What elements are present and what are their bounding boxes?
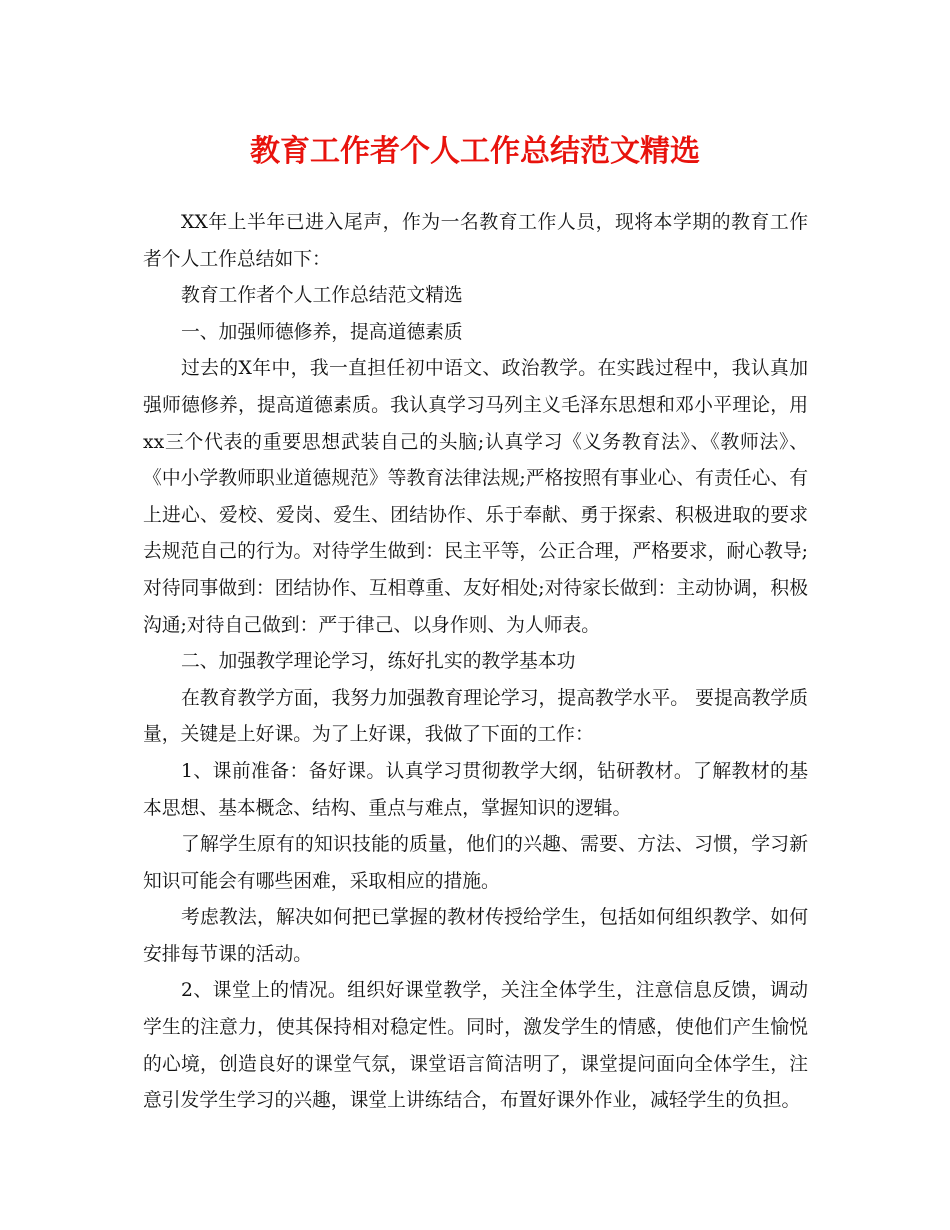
- list-item-1-paragraph: 1、课前准备：备好课。认真学习贯彻教学大纲，钻研教材。了解教材的基本思想、基本概念、结构、重点与难点，掌握知识的逻辑。: [143, 760, 808, 819]
- subtitle-paragraph: 教育工作者个人工作总结范文精选: [181, 285, 463, 307]
- intro-paragraph: XX年上半年已进入尾声，作为一名教育工作人员，现将本学期的教育工作者个人工作总结如下：: [143, 212, 808, 270]
- section-1-paragraph: 过去的X年中，我一直担任初中语文、政治教学。在实践过程中，我认真加强师德修养，提高道德素质。我认真学习马列主义毛泽东思想和邓小平理论，用xx三个代表的重要思想武装自己的头脑;认真学习《义务教育法》、《教师法》、《中小学教师职业道德规范》等教育法律法规;严格按照有事业心、有责任心、有上进心、爱校、爱岗、爱生、团结协作、乐于奉献、勇于探索、积极进取的要求去规范自己的行为。对待学生做到：民主平等，公正合理，严格要求，耐心教导;对待同事做到：团结协作、互相尊重、友好相处;对待家长做到：主动协调，积极沟通;对待自己做到：严于律己、以身作则、为人师表。: [143, 358, 808, 636]
- students-paragraph: 了解学生原有的知识技能的质量，他们的兴趣、需要、方法、习惯，学习新知识可能会有哪些困难，采取相应的措施。: [143, 834, 808, 892]
- section-heading-1: 一、加强师德修养，提高道德素质: [181, 321, 463, 343]
- list-item-2-paragraph: 2、课堂上的情况。组织好课堂教学，关注全体学生，注意信息反馈，调动学生的注意力，使其保持相对稳定性。同时，激发学生的情感，使他们产生愉悦的心境，创造良好的课堂气氛，课堂语言简洁明了，课堂提问面向全体学生，注意引发学生学习的兴趣，课堂上讲练结合，布置好课外作业，减轻学生的负担。: [143, 980, 808, 1112]
- section-2-paragraph: 在教育教学方面，我努力加强教育理论学习，提高教学水平。 要提高教学质量，关键是上好课。为了上好课，我做了下面的工作：: [143, 687, 808, 746]
- document-body: [143, 205, 808, 1120]
- teaching-method-paragraph: 考虑教法，解决如何把已掌握的教材传授给学生，包括如何组织教学、如何安排每节课的活动。: [143, 907, 808, 965]
- document-title: 教育工作者个人工作总结范文精选: [250, 134, 700, 169]
- section-heading-2: 二、加强教学理论学习，练好扎实的教学基本功: [181, 651, 576, 673]
